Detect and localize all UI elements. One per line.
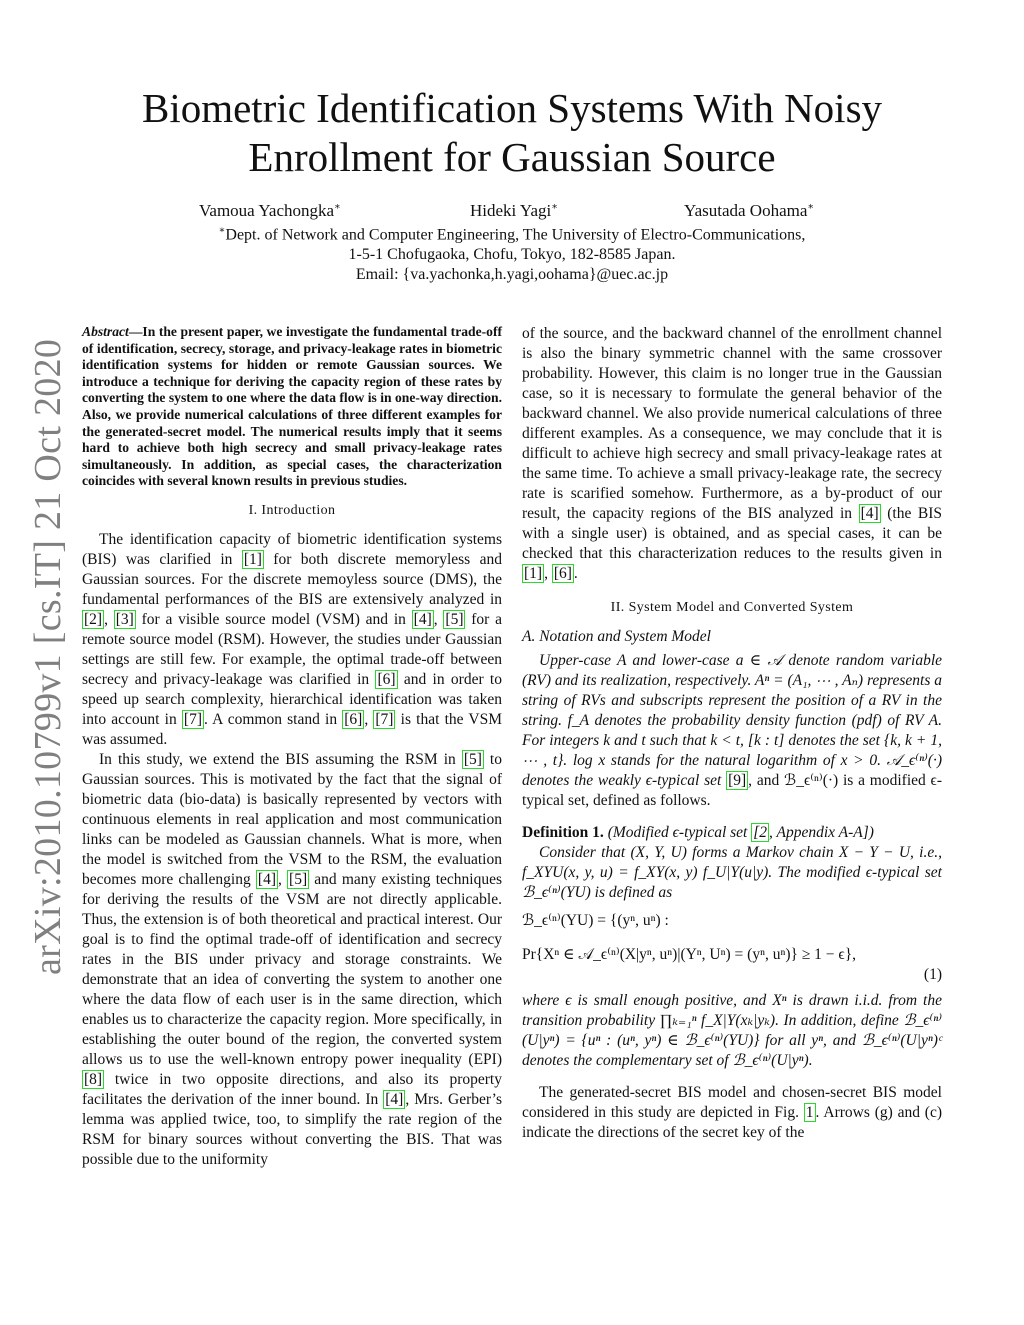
citation-link[interactable]: [9]: [728, 772, 747, 789]
left-column: [82, 324, 502, 1170]
citation-link[interactable]: [4]: [413, 610, 432, 628]
definition-1: Definition 1. (Modified ϵ-typical set [2 , Appendix A-A]): [522, 824, 874, 841]
equation-number: (1): [923, 966, 942, 983]
citation-link[interactable]: [1]: [243, 550, 262, 568]
citation-link[interactable]: [6]: [553, 565, 572, 582]
citation-link[interactable]: [6]: [344, 710, 363, 728]
figure-link[interactable]: 1: [805, 1104, 814, 1121]
citation-link[interactable]: [5]: [289, 870, 308, 888]
citation-link[interactable]: [4]: [385, 1090, 404, 1108]
title-line-1: Biometric Identification Systems With Noisy: [141, 85, 883, 131]
citation-link[interactable]: [4]: [860, 505, 879, 522]
equation-line-1: ℬ_ϵ⁽ⁿ⁾(YU) = {(yⁿ, uⁿ) :: [522, 912, 669, 929]
intro-paragraph-2: In this study, we extend the BIS assuming the RSM in [5] to Gaussian sources. This is motivated by the fact that the signal of biometric data (bio-data) is basically represented by vectors with continuous elements in real application and most communication links can be modeled as Gaussian channels. What is more, when the model is switched from the VSM to the RSM, the evaluation becomes more challenging [4] , [5] and many existing techniques for deriving the results of the VSM are not directly applicable. Thus, the extension is of both theoretical and practical interest. Our goal is to find the optimal trade-off of identification and secrecy rates in the BIS under privacy and storage constraints. We demonstrate that an idea of converting the system to another one where the data flow of each user is in the same direction, which enables us to characterize the capacity region. More specifically, in establishing the outer bound of the region, the converted system allows us to use the well-known entropy power inequality (EPI) [8] twice in two opposite directions, and also its property facilitates the derivation of the inner bound. In [4] , Mrs. Gerber’s lemma was applied twice, too, to simplify the rate region of the RSM for binary sources without converting the BIS. That was possible due to the uniformity: [82, 750, 503, 1168]
affiliation-line-1: ∗Dept. of Network and Computer Engineering, The University of Electro-Communications,: [218, 225, 806, 244]
affiliation-email: Email: {va.yachonka,h.yagi,oohama}@uec.ac.jp: [355, 266, 669, 283]
citation-link[interactable]: [7]: [375, 710, 394, 728]
author-2: Hideki Yagi∗: [470, 201, 559, 220]
equation-line-2: Pr{Xⁿ ∈ 𝒜_ϵ⁽ⁿ⁾(X|yⁿ, uⁿ)|(Yⁿ, Uⁿ) = (yⁿ, uⁿ)} ≥ 1 − ϵ},: [522, 946, 857, 963]
citation-link[interactable]: [8]: [84, 1070, 103, 1088]
author-1: Vamoua Yachongka∗: [199, 201, 341, 220]
definition-continuation: where ϵ is small enough positive, and Xⁿ is drawn i.i.d. from the transition probability ∏ₖ₌₁ⁿ f_X|Y(xₖ|yₖ). In addition, define ℬ_ϵ⁽ⁿ⁾(U|yⁿ) = {uⁿ : (uⁿ, yⁿ) ∈ ℬ_ϵ⁽ⁿ⁾(YU)} for all yⁿ, and ℬ_ϵ⁽ⁿ⁾(U|yⁿ)ᶜ denotes the complementary set of ℬ_ϵ⁽ⁿ⁾(U|yⁿ).: [522, 992, 942, 1069]
citation-link[interactable]: [3]: [115, 610, 134, 628]
intro-paragraph-1: The identification capacity of biometric identification systems (BIS) was clarified in [1] for both discrete memoryless and Gaussian sources. For the discrete memoyless source (DMS), the fundamental performances of the BIS are extensively analyzed in [2] , [3] for a visible source model (VSM) and in [4] , [5] for a remote source model (RSM). However, the studies under Gaussian settings are still few. For example, the optimal trade-off between secrecy and privacy-leakage was clarified in [6] and in order to speed up search complexity, hierarchical identification was taken into account in [7] . A common stand in [6] , [7] is that the VSM was assumed.: [82, 530, 503, 748]
citation-link[interactable]: [6]: [377, 670, 396, 688]
citation-link[interactable]: [2]: [84, 610, 103, 628]
author-3: Yasutada Oohama∗: [684, 201, 815, 220]
arxiv-identifier: arXiv:2010.10799v1 [cs.IT] 21 Oct 2020: [27, 338, 69, 975]
notation-paragraph: Upper-case A and lower-case a ∈ 𝒜 denote random variable (RV) and its realization, respectively. Aⁿ = (A₁, ⋯ , Aₙ) represents a string of RVs and subscripts represent the position of a RV in the string. f_A denotes the probability density function (pdf) of RV A. For integers k and t such that k < t, [k : t] denotes the set {k, k + 1, ⋯ , t}. log x stands for the natural logarithm of x > 0. 𝒜_ϵ⁽ⁿ⁾(·) denotes the weakly ϵ-typical set [9] , and ℬ_ϵ⁽ⁿ⁾(·) is a modified ϵ-typical set, defined as follows.: [522, 652, 942, 809]
citation-link[interactable]: [2: [753, 824, 768, 841]
paper-title: [60, 84, 964, 182]
section-heading-introduction: I. Introduction: [248, 502, 336, 518]
citation-link[interactable]: [7]: [183, 710, 202, 728]
abstract: Abstract—In the present paper, we investigate the fundamental trade-off of identification, secrecy, storage, and privacy-leakage rates in biometric identification systems for hidden or remote Gaussian sources. We introduce a technique for deriving the capacity region of these rates by converting the system to one where the data flow is in one-way direction. Also, we provide numerical calculations of three different examples for the generated-secret model. The numerical results imply that it seems hard to achieve both high secrecy and small privacy-leakage rates simultaneously. In addition, as special cases, the characterization coincides with several known results in previous studies.: [82, 324, 502, 489]
section-heading-system-model: II. System Model and Converted System: [610, 600, 854, 615]
definition-body: Consider that (X, Y, U) forms a Markov chain X − Y − U, i.e., f_XYU(x, y, u) = f_XY(x, y) f_U|Y(u|y). The modified ϵ-typical set ℬ_ϵ⁽ⁿ⁾(YU) is defined as: [522, 844, 942, 901]
figure-intro-paragraph: The generated-secret BIS model and chosen-secret BIS model considered in this study are depicted in Fig. 1 . Arrows (g) and (c) indicate the directions of the secret key of the: [522, 1084, 943, 1141]
citation-link[interactable]: [5]: [463, 750, 482, 768]
right-column: [522, 324, 942, 1143]
citation-link[interactable]: [1]: [524, 565, 543, 582]
equation-1: [522, 911, 942, 985]
citation-link[interactable]: [5]: [445, 610, 464, 628]
subsection-heading-notation: A. Notation and System Model: [522, 628, 711, 645]
citation-link[interactable]: [4]: [257, 870, 276, 888]
right-paragraph-1: of the source, and the backward channel of the enrollment channel is also the binary symmetric channel with the same crossover probability. However, this claim is no longer true in the Gaussian case, so it is necessary to formulate the general behavior of the backward channel. We also provide numerical calculations of three different examples. As a consequence, we may conclude that it is difficult to achieve high secrecy and small privacy-leakage rates at the same time. To achieve a small privacy-leakage rate, the secrecy rate is scarified somehow. Furthermore, as a by-product of our result, the capacity regions of the BIS analyzed in [4] (the BIS with a single user) is obtained, and as special cases, it can be checked that this characterization reduces to the results given in [1] , [6] .: [522, 325, 942, 582]
title-line-2: Enrollment for Gaussian Source: [248, 134, 776, 180]
affiliation-line-2: 1-5-1 Chofugaoka, Chofu, Tokyo, 182-8585 Japan.: [348, 246, 676, 263]
author-list: [0, 201, 1024, 225]
